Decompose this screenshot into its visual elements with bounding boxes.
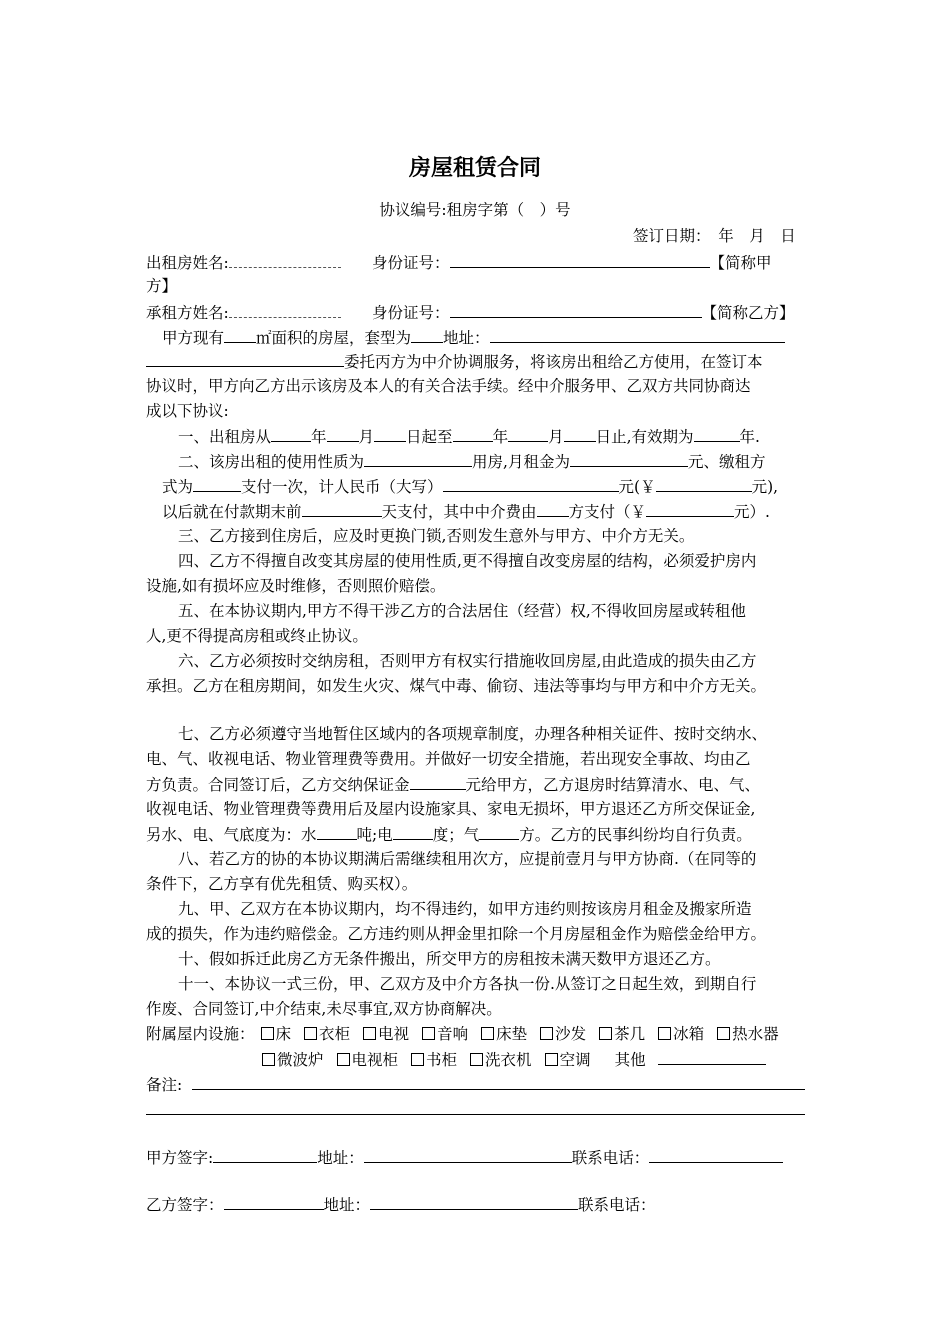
start-year-field[interactable] <box>271 426 311 442</box>
checkbox[interactable] <box>363 1027 376 1040</box>
clause-3: 三、乙方接到住房后，应及时更换门锁,否则发生意外与甲方、中介方无关。 <box>178 527 695 545</box>
end-day-field[interactable] <box>564 426 596 442</box>
protocol-number: 协议编号:租房字第（ ）号 <box>379 201 571 219</box>
party-b-addr-field[interactable] <box>370 1194 578 1210</box>
party-b-phone-label: 联系电话： <box>578 1196 656 1214</box>
clause-text: 日起至 <box>406 428 453 446</box>
clause-9-line-1: 九、甲、乙双方在本协议期内，均不得违约，如甲方违约则按该房月租金及搬家所造 <box>178 900 752 918</box>
clause-2-line-1 <box>178 451 765 472</box>
clause-text: 月 <box>358 428 375 446</box>
area-field[interactable] <box>224 327 256 343</box>
party-b-sign-row <box>146 1194 656 1215</box>
lessor-row <box>146 252 341 273</box>
clause-text: 支付一次，计人民币（大写） <box>241 478 443 496</box>
monthly-rent-field[interactable] <box>570 451 688 467</box>
checkbox[interactable] <box>540 1027 553 1040</box>
party-a-addr-field[interactable] <box>364 1147 572 1163</box>
clause-text: 方负责。合同签订后，乙方交纳保证金 <box>146 776 410 794</box>
clause-2-line-3 <box>162 501 770 522</box>
start-day-field[interactable] <box>374 426 406 442</box>
remark-label: 备注: <box>146 1076 183 1094</box>
checkbox[interactable] <box>481 1027 494 1040</box>
clause-8-line-2: 条件下，乙方享有优先租赁、购买权）。 <box>146 875 418 893</box>
intro-text: 地址： <box>443 329 490 347</box>
layout-field[interactable] <box>411 327 443 343</box>
end-month-field[interactable] <box>508 426 548 442</box>
payment-period-field[interactable] <box>193 476 241 492</box>
checkbox[interactable] <box>658 1027 671 1040</box>
clause-text: 一、出租房从 <box>178 428 272 446</box>
days-field[interactable] <box>302 501 382 517</box>
intro-text: 甲方现有 <box>162 329 225 347</box>
usage-field[interactable] <box>364 451 472 467</box>
party-a-phone-label: 联系电话： <box>571 1149 650 1167</box>
amount-words-field[interactable] <box>443 476 619 492</box>
clause-6-line-2: 承担。乙方在租房期间，如发生火灾、煤气中毒、偷窃、违法等事均与甲方和中介方无关。 <box>146 677 767 695</box>
intro-line-4: 成以下协议: <box>146 402 229 420</box>
remark-line-1[interactable] <box>192 1089 805 1090</box>
lessor-alias: 【简称甲 <box>709 254 772 272</box>
facility-label: 音响 <box>437 1025 469 1043</box>
clause-8-line-1: 八、若乙方的协的本协议期满后需继续租用次方，应提前壹月与甲方协商.（在同等的 <box>178 850 757 868</box>
facility-label: 床 <box>275 1025 292 1043</box>
facilities-label: 附属屋内设施： <box>146 1025 255 1043</box>
checkbox[interactable] <box>599 1027 612 1040</box>
party-b-sign-label: 乙方签字： <box>146 1196 224 1214</box>
lessor-id-field[interactable] <box>450 252 710 268</box>
start-month-field[interactable] <box>327 426 359 442</box>
facility-label: 洗衣机 <box>485 1051 532 1069</box>
clause-text: 元(￥ <box>618 478 656 496</box>
checkbox[interactable] <box>411 1053 424 1066</box>
clause-9-line-2: 成的损失，作为违约赔偿金。乙方违约则从押金里扣除一个月房屋租金作为赔偿金给甲方。 <box>146 925 767 943</box>
address-field-cont[interactable] <box>146 351 344 367</box>
checkbox[interactable] <box>470 1053 483 1066</box>
clause-2-line-2 <box>162 476 778 497</box>
clause-7-line-5 <box>146 824 752 845</box>
clause-7-line-4: 收视电话、物业管理费等费用后及屋内设施家具、家电无损坏，甲方退还乙方所交保证金, <box>146 800 756 818</box>
clause-4-line-1: 四、乙方不得擅自改变其房屋的使用性质,更不得擅自改变房屋的结构，必须爱护房内 <box>178 552 757 570</box>
facility-label: 冰箱 <box>673 1025 705 1043</box>
address-field[interactable] <box>490 327 785 343</box>
checkbox[interactable] <box>717 1027 730 1040</box>
lessee-id-field[interactable] <box>450 302 702 318</box>
intro-line-1 <box>162 327 785 348</box>
clause-text: 年 <box>492 428 509 446</box>
clause-text: 另水、电、气底度为：水 <box>146 826 317 844</box>
document-title: 房屋租赁合同 <box>408 155 541 181</box>
party-a-sign-field[interactable] <box>213 1147 317 1163</box>
sign-date: 签订日期： 年 月 日 <box>633 227 796 245</box>
clause-11-line-2: 作废、合同签订,中介结束,未尽事宜,双方协商解决。 <box>146 1000 502 1018</box>
lessee-alias: 【简称乙方】 <box>701 304 795 322</box>
facility-label: 床垫 <box>496 1025 528 1043</box>
facility-label: 热水器 <box>732 1025 779 1043</box>
party-b-sign-field[interactable] <box>224 1194 324 1210</box>
intro-line-2 <box>146 351 763 372</box>
clause-text: 用房,月租金为 <box>472 453 570 471</box>
clause-10: 十、假如拆迁此房乙方无条件搬出，所交甲方的房租按未满天数甲方退还乙方。 <box>178 950 721 968</box>
lessor-id-row <box>372 252 772 273</box>
clause-11-line-1: 十一、本协议一式三份，甲、乙双方及中介方各执一份.从签订之日起生效，到期自行 <box>178 975 757 993</box>
clause-text: 月 <box>548 428 564 446</box>
clause-7-line-1: 七、乙方必须遵守当地暂住区域内的各项规章制度，办理各种相关证件、按时交纳水、 <box>178 725 768 743</box>
clause-text: 度；气 <box>432 826 480 844</box>
deposit-field[interactable] <box>410 774 466 790</box>
facility-label: 沙发 <box>555 1025 587 1043</box>
lessee-id-label: 身份证号： <box>372 304 450 322</box>
clause-text: 以后就在付款期末前 <box>162 503 302 521</box>
clause-1 <box>178 426 760 447</box>
lessor-alias-cont: 方】 <box>146 277 178 295</box>
facility-label: 电视 <box>378 1025 410 1043</box>
clause-5-line-2: 人,更不得提高房租或终止协议。 <box>146 627 368 645</box>
clause-6-line-1: 六、乙方必须按时交纳房租，否则甲方有权实行措施收回房屋,由此造成的损失由乙方 <box>178 652 757 670</box>
clause-text: 元给甲方，乙方退房时结算清水、电、气、 <box>465 776 761 794</box>
intro-line-3: 协议时，甲方向乙方出示该房及本人的有关合法手续。经中介服务甲、乙双方共同协商达 <box>146 377 751 395</box>
lessee-name-field[interactable] <box>229 302 341 318</box>
lessor-id-label: 身份证号： <box>372 254 450 272</box>
checkbox[interactable] <box>545 1053 558 1066</box>
party-a-addr-label: 地址： <box>317 1149 364 1167</box>
facility-label: 茶几 <box>614 1025 646 1043</box>
lessee-row <box>146 302 341 323</box>
clause-7-line-3 <box>146 774 760 795</box>
lessee-name-label: 承租方姓名: <box>146 304 229 322</box>
fee-amount-field[interactable] <box>646 501 734 517</box>
facility-other-label: 其他 <box>614 1051 646 1069</box>
clause-text: 元、缴租方 <box>687 453 766 471</box>
party-b-addr-label: 地址： <box>323 1196 371 1214</box>
lessor-name-label: 出租房姓名: <box>146 254 229 272</box>
fee-party-field[interactable] <box>537 501 569 517</box>
intro-text: 委托丙方为中介协调服务，将该房出租给乙方使用，在签订本 <box>344 353 763 371</box>
checkbox[interactable] <box>422 1027 435 1040</box>
clause-text: 式为 <box>162 478 194 496</box>
clause-5-line-1: 五、在本协议期内,甲方不得干涉乙方的合法居住（经营）权,不得收回房屋或转租他 <box>178 602 746 620</box>
facility-other-field[interactable] <box>658 1049 766 1065</box>
facility-label: 衣柜 <box>319 1025 351 1043</box>
clause-text: 吨;电 <box>356 826 393 844</box>
end-year-field[interactable] <box>453 426 493 442</box>
lessor-name-field[interactable] <box>229 252 341 268</box>
facility-label: 书柜 <box>426 1051 458 1069</box>
intro-text: ㎡面积的房屋，套型为 <box>256 329 412 347</box>
clause-text: 方支付（￥ <box>568 503 647 521</box>
checkbox[interactable] <box>261 1027 274 1040</box>
party-a-sign-row <box>146 1147 783 1168</box>
validity-field[interactable] <box>694 426 740 442</box>
facility-label: 微波炉 <box>277 1051 324 1069</box>
checkbox[interactable] <box>337 1053 350 1066</box>
checkbox[interactable] <box>262 1053 275 1066</box>
facilities-row-1 <box>146 1024 779 1044</box>
clause-text: 日止,有效期为 <box>595 428 694 446</box>
facility-label: 空调 <box>559 1051 591 1069</box>
clause-text: 天支付，其中中介费由 <box>381 503 537 521</box>
party-a-phone-field[interactable] <box>649 1147 783 1163</box>
lessee-id-row <box>372 302 795 323</box>
clause-text: 年. <box>739 428 760 446</box>
electric-reading-field[interactable] <box>393 824 433 840</box>
clause-text: 年 <box>311 428 327 446</box>
clause-text: 二、该房出租的使用性质为 <box>178 453 365 471</box>
clause-text: 方。乙方的民事纠纷均自行负责。 <box>519 826 752 844</box>
clause-7-line-2: 电、气、收视电话、物业管理费等费用。并做好一切安全措施，若出现安全事故、均由乙 <box>146 750 751 768</box>
facilities-row-2 <box>262 1049 766 1070</box>
clause-text: 元）. <box>734 503 770 521</box>
clause-text: 元), <box>751 478 779 496</box>
clause-4-line-2: 设施,如有损坏应及时维修，否则照价赔偿。 <box>146 577 446 595</box>
checkbox[interactable] <box>304 1027 317 1040</box>
remark-line-2[interactable] <box>146 1114 805 1115</box>
amount-number-field[interactable] <box>656 476 752 492</box>
gas-reading-field[interactable] <box>479 824 519 840</box>
party-a-sign-label: 甲方签字: <box>146 1149 214 1167</box>
facility-label: 电视柜 <box>351 1051 399 1069</box>
water-reading-field[interactable] <box>317 824 357 840</box>
